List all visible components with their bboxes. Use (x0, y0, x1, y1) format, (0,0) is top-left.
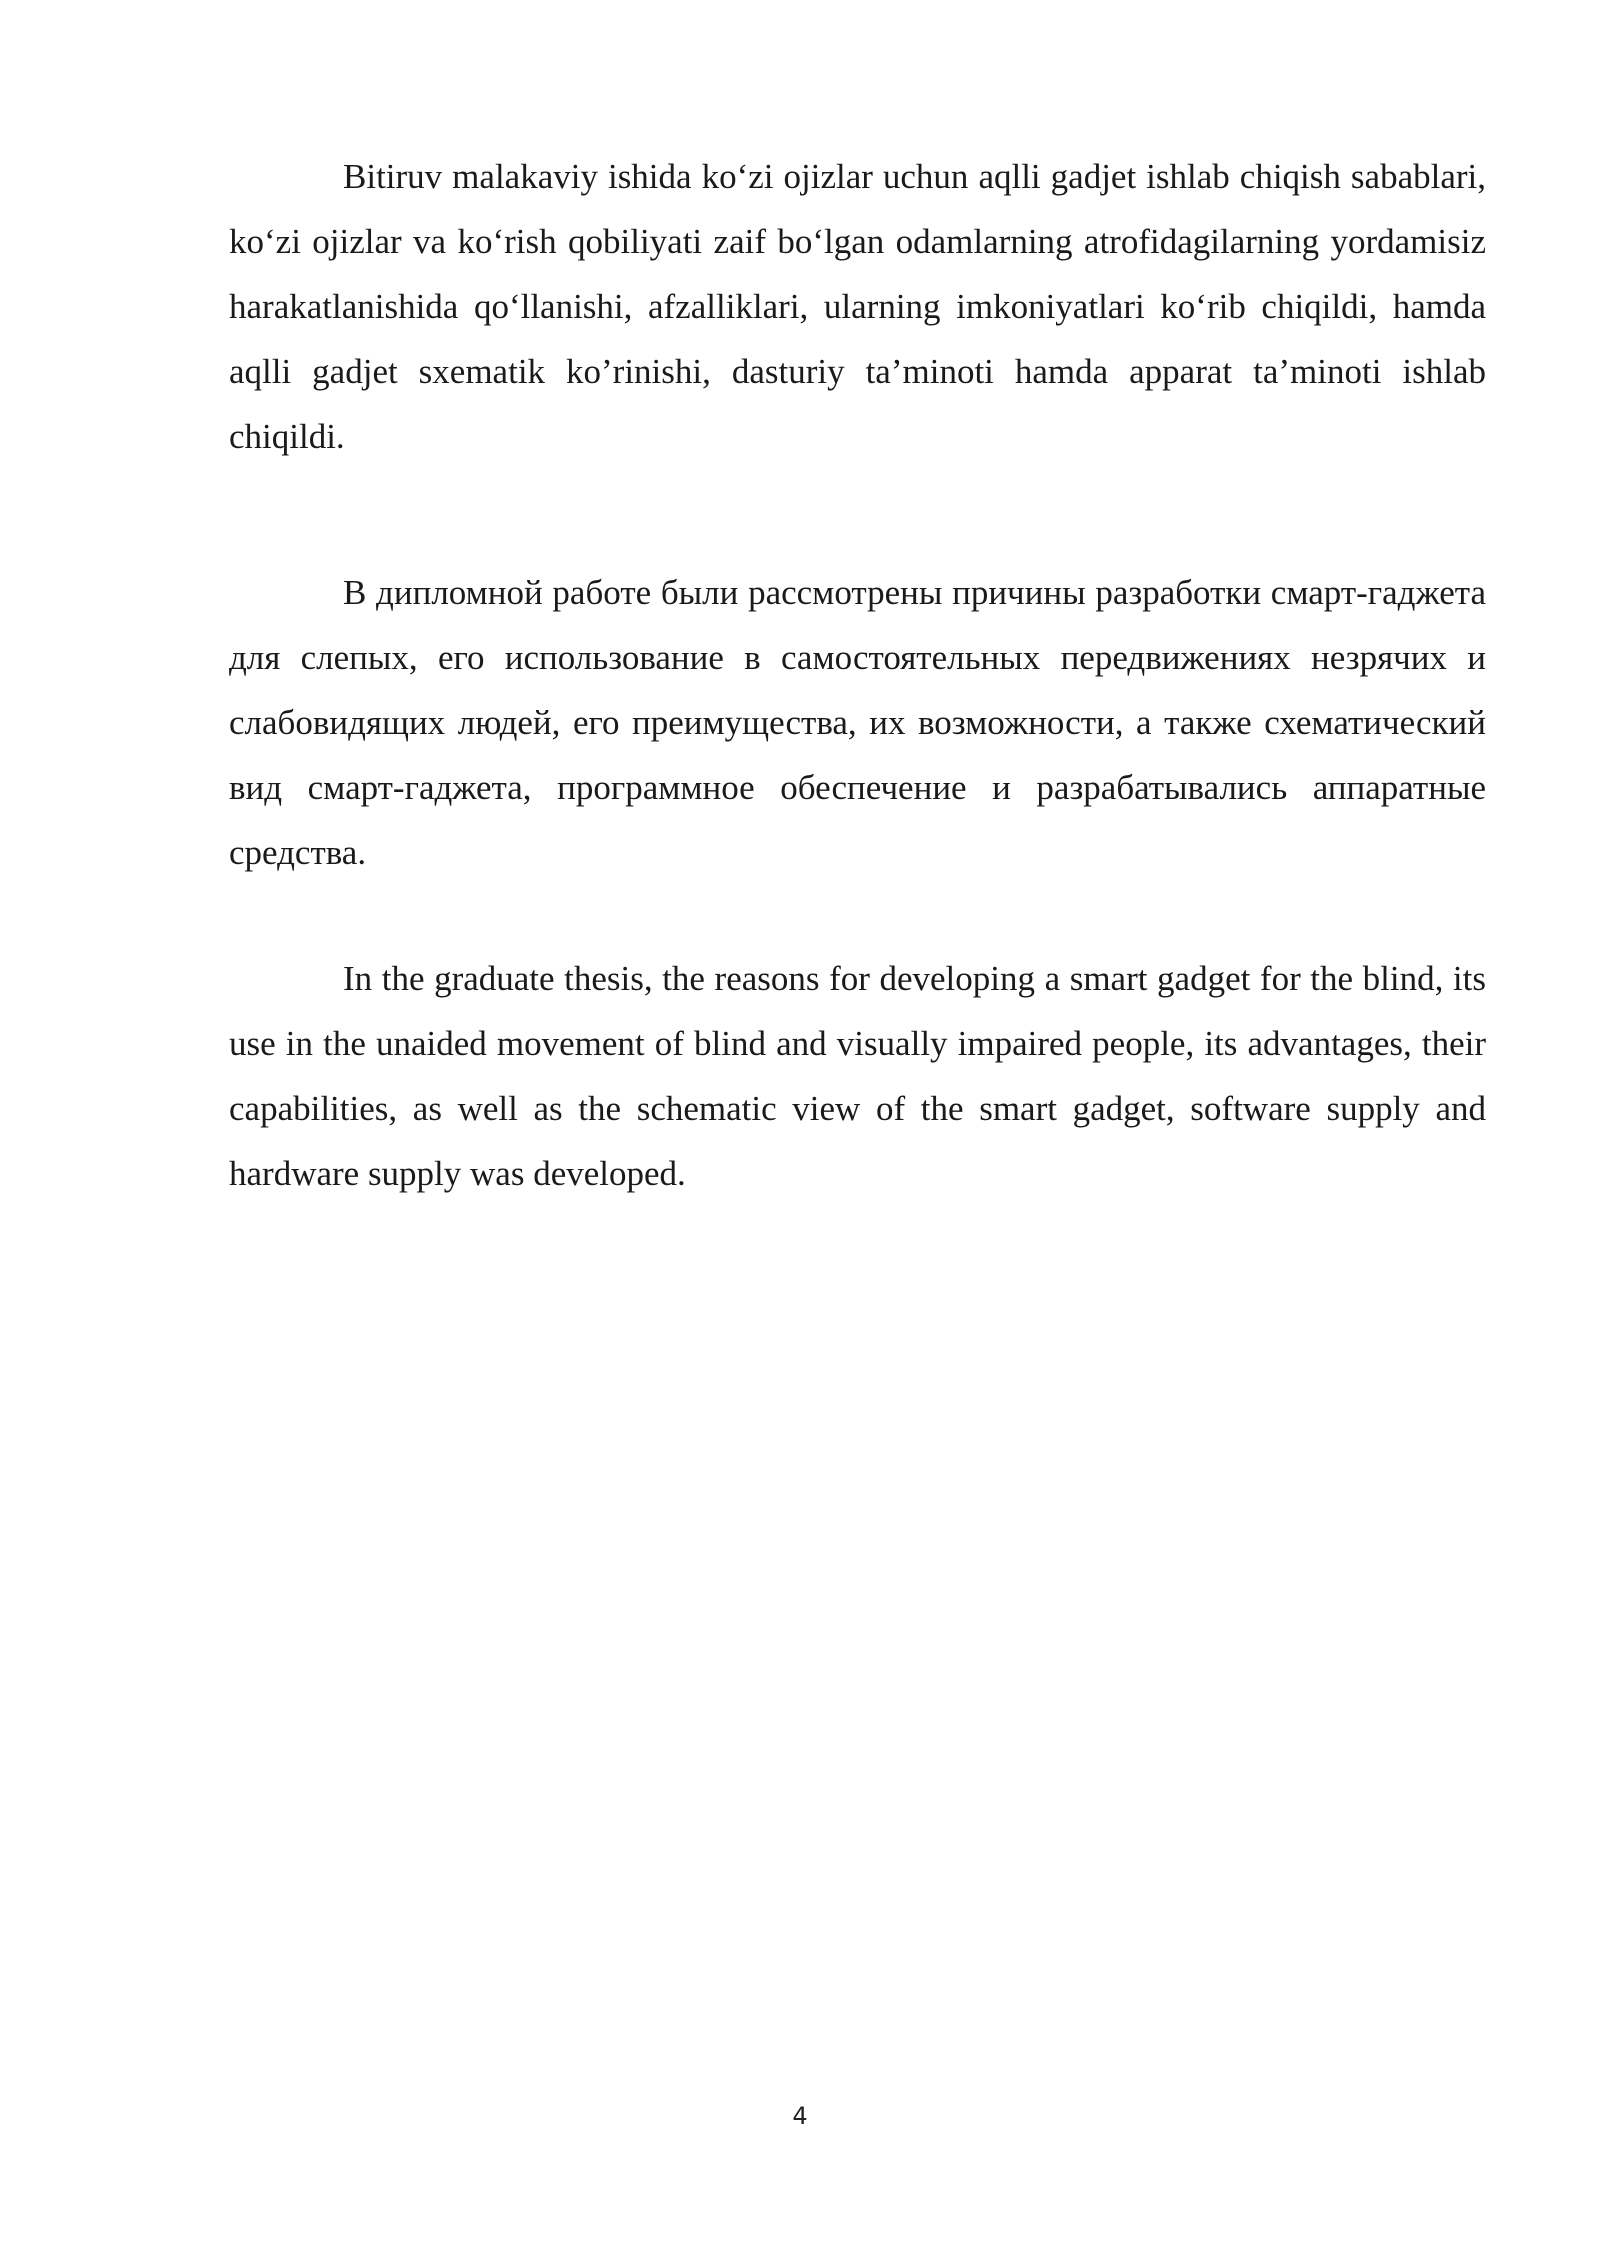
abstract-paragraph-russian: В дипломной работе были рассмотрены причины разработки смарт-гаджета для слепых, его использование в самостоятельных передвижениях незрячих и слабовидящих людей, его преимущества, их возможности, а также схематический вид смарт-гаджета, программное обеспечение и разрабатывались аппаратные средства. (229, 573, 1486, 872)
abstract-paragraph-english: In the graduate thesis, the reasons for developing a smart gadget for the blind, its use in the unaided movement of blind and visually impaired people, its advantages, their capabilities, as well as the schematic view of the smart gadget, software supply and hardware supply was developed. (229, 959, 1486, 1193)
abstract-paragraph-uzbek: Bitiruv malakaviy ishida ko‘zi ojizlar uchun aqlli gadjet ishlab chiqish sabablari, ko‘zi ojizlar va ko‘rish qobiliyati zaif bo‘lgan odamlarning atrofidagilarning yordamisiz harakatlanishida qo‘llanishi, afzalliklari, ularning imkoniyatlari ko‘rib chiqildi, hamda aqlli gadjet sxematik ko’rinishi, dasturiy ta’minoti hamda apparat ta’minoti ishlab chiqildi. (229, 157, 1486, 456)
page-number: 4 (792, 2102, 808, 2130)
